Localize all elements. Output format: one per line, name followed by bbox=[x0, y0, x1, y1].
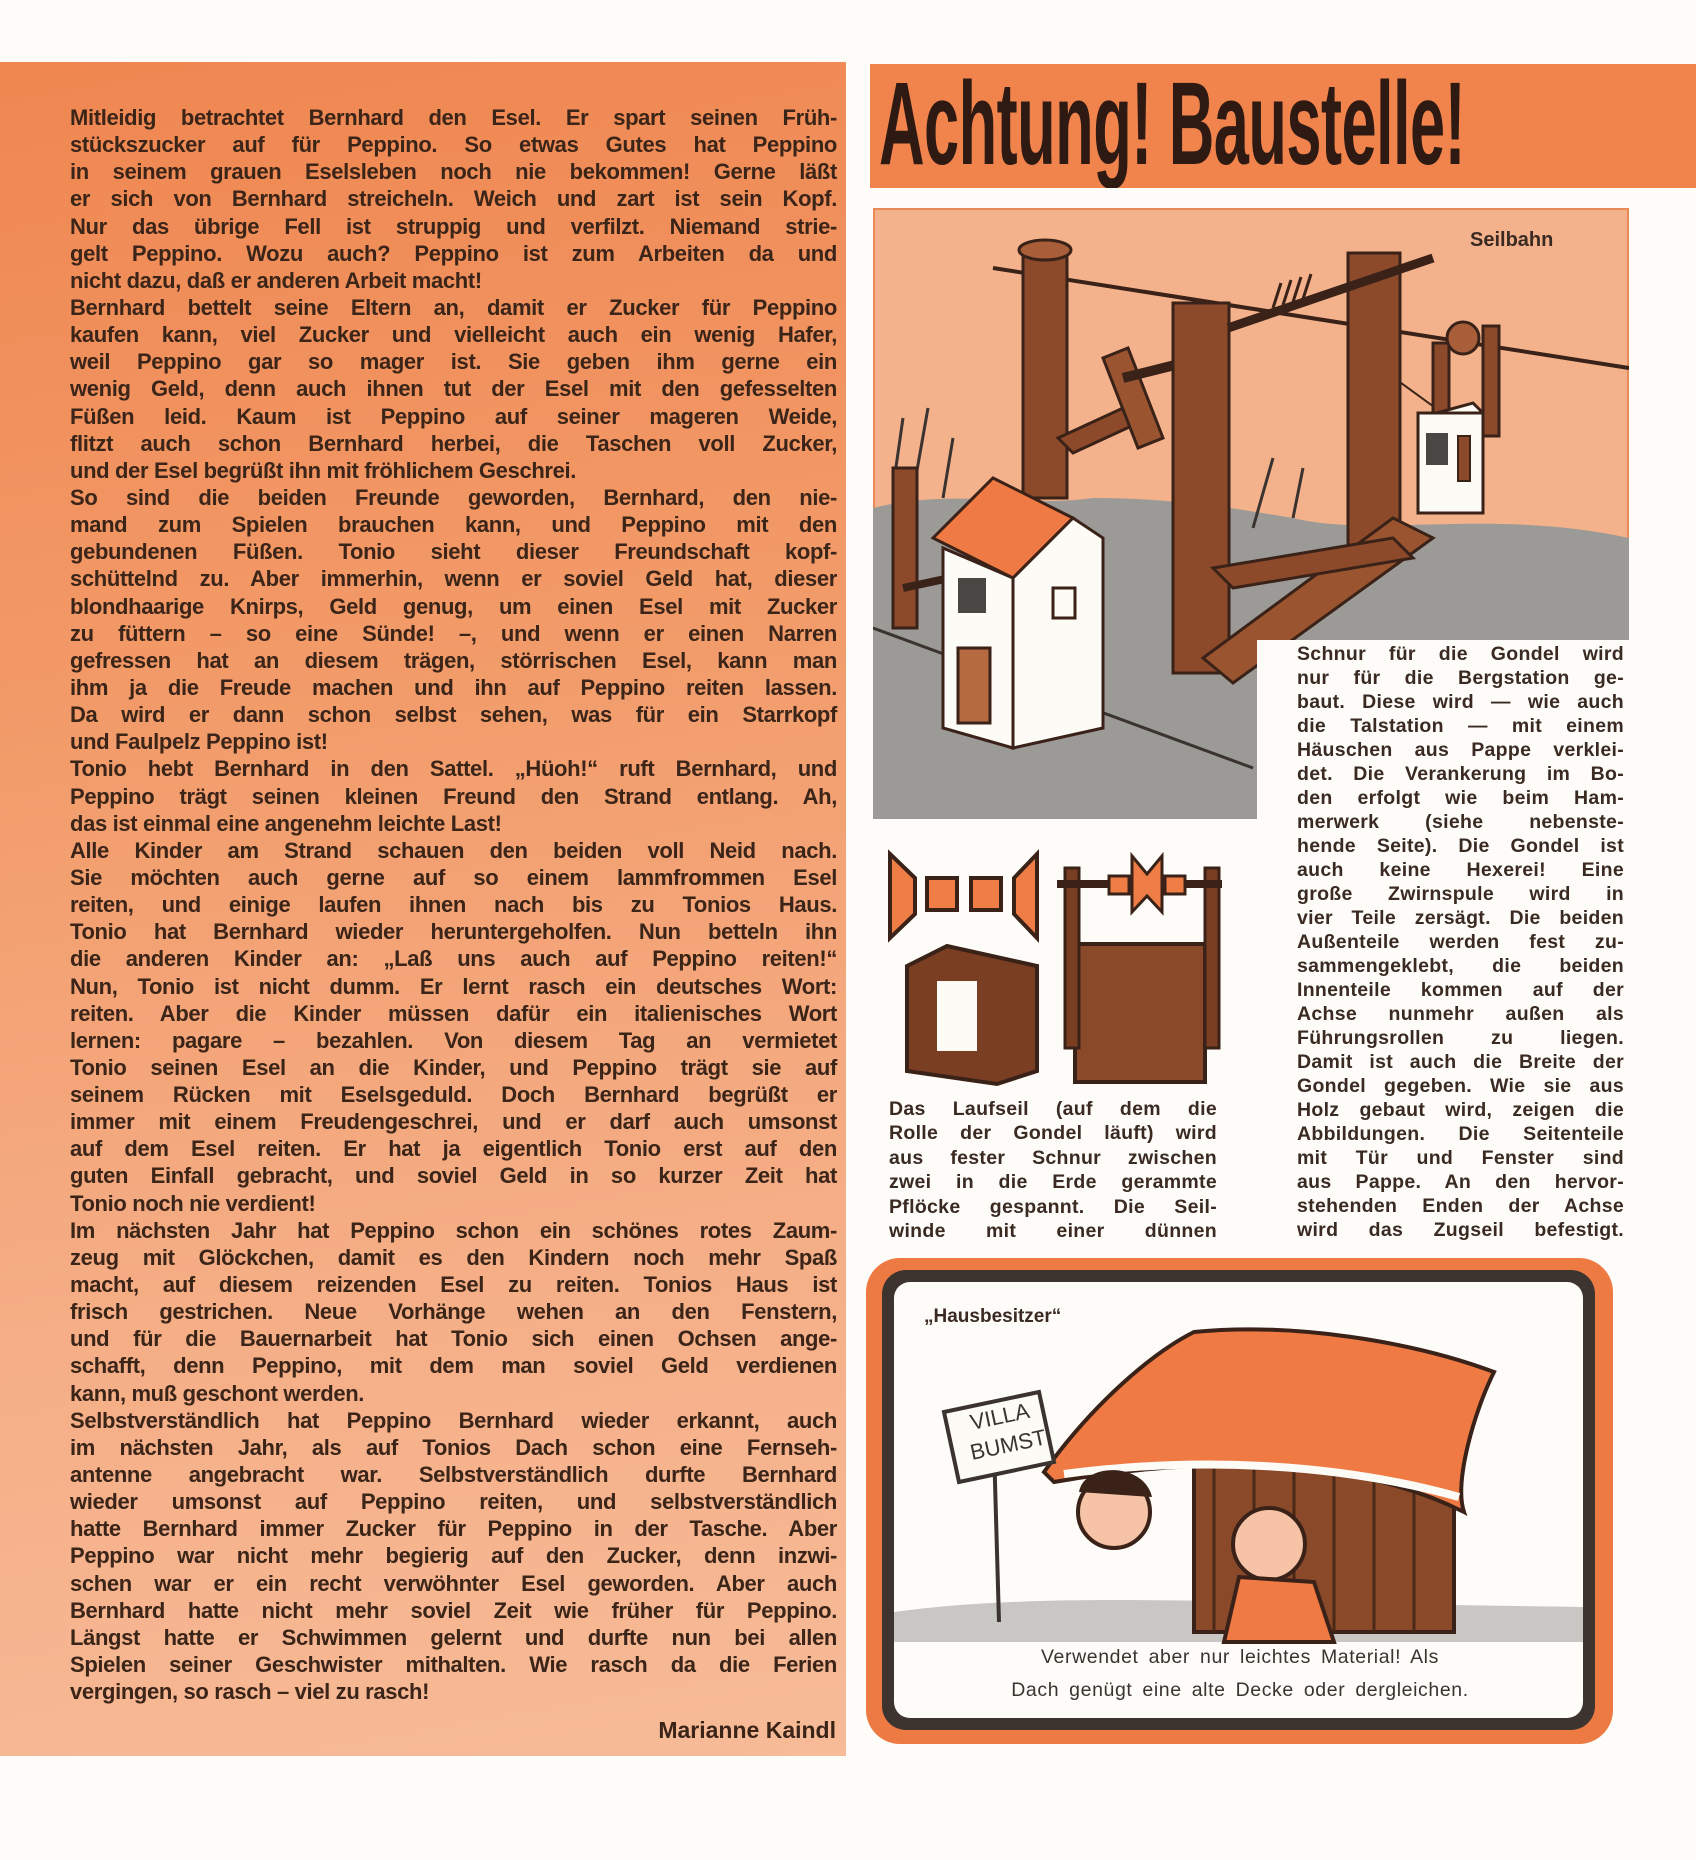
text-line: mand zum Spielen brauchen kann, und Peppino mit den bbox=[70, 512, 837, 538]
text-line: immer mit einem Freudengeschrei, und er darf auch umsonst bbox=[70, 1109, 837, 1135]
text-line: gebundenen Füßen. Tonio sieht dieser Freundschaft kopf- bbox=[70, 539, 837, 565]
text-line: Nun, Tonio ist nicht dumm. Er lernt rasch ein deutsches Wort: bbox=[70, 973, 837, 999]
text-line: schen war er ein recht verwöhnter Esel geworden. Aber auch bbox=[70, 1570, 837, 1596]
text-line: Das Laufseil (auf dem die bbox=[889, 1098, 1217, 1120]
text-line: Bernhard bettelt seine Eltern an, damit er Zucker für Peppino bbox=[70, 294, 837, 320]
text-line: Peppino war nicht mehr begierig auf den Zucker, denn inzwi- bbox=[70, 1543, 837, 1569]
text-line: reiten. Aber die Kinder müssen dafür ein italienisches Wort bbox=[70, 1000, 837, 1026]
text-line: zeug mit Glöckchen, damit es den Kindern noch mehr Spaß bbox=[70, 1244, 837, 1270]
text-line: er sich von Bernhard streicheln. Weich und zart ist sein Kopf. bbox=[70, 186, 837, 212]
text-line: stehenden Enden der Achse bbox=[1297, 1195, 1624, 1217]
text-line: sammengeklebt, die beiden bbox=[1297, 955, 1624, 977]
text-line: wenig Geld, denn auch ihnen tut der Esel mit den gefesselten bbox=[70, 376, 837, 402]
instructions-text bbox=[1297, 642, 1624, 1242]
text-line: blondhaarige Knirps, Geld genug, um einen Esel mit Zucker bbox=[70, 593, 837, 619]
text-line: Spielen seiner Geschwister mithalten. Wie rasch da die Ferien bbox=[70, 1652, 837, 1678]
gondel-illustration bbox=[887, 836, 1222, 1088]
text-line: aus fester Schnur zwischen bbox=[889, 1146, 1217, 1169]
text-line: Abbildungen. Die Seitenteile bbox=[1297, 1123, 1624, 1145]
text-line: Sie möchten auch gerne auf so einem lammfrommen Esel bbox=[70, 864, 837, 890]
text-line: wird das Zugseil befestigt. bbox=[1297, 1219, 1624, 1241]
article-title: Achtung! Baustelle! bbox=[879, 64, 1466, 188]
text-line: und Faulpelz Peppino ist! bbox=[70, 729, 328, 755]
text-line: So sind die beiden Freunde geworden, Bernhard, den nie- bbox=[70, 484, 837, 510]
text-line: Damit ist auch die Breite der bbox=[1297, 1051, 1624, 1073]
cartoon-caption-line-1: Verwendet aber nur leichtes Material! Als bbox=[1041, 1646, 1439, 1668]
cartoon-label: „Hausbesitzer“ bbox=[924, 1306, 1062, 1327]
story-paragraph bbox=[70, 484, 837, 755]
text-line: die Talstation — mit einem bbox=[1297, 715, 1624, 737]
text-line: das ist einmal eine angenehm leichte Last! bbox=[70, 810, 502, 836]
text-line: baut. Diese wird — wie auch bbox=[1297, 691, 1624, 713]
story-text bbox=[70, 104, 837, 1705]
text-line: Tonio hat Bernhard wieder heruntergeholfen. Nun betteln ihn bbox=[70, 919, 837, 945]
text-line: auch keine Hexerei! Eine bbox=[1297, 859, 1624, 881]
article-title-bar bbox=[870, 64, 1696, 188]
text-line: zu füttern – so eine Sünde! –, und wenn er einen Narren bbox=[70, 620, 837, 646]
text-line: Holz gebaut wird, zeigen die bbox=[1297, 1099, 1624, 1121]
text-line: macht, auf diesem reizenden Esel zu reiten. Tonios Haus ist bbox=[70, 1272, 837, 1298]
text-line: mit Tür und Fenster sind bbox=[1297, 1147, 1624, 1169]
text-line: gefressen hat an diesem trägen, störrischen Esel, kann man bbox=[70, 647, 837, 673]
text-line: und der Esel begrüßt ihn mit fröhlichem Geschrei. bbox=[70, 457, 577, 483]
text-line: ihm ja die Freude machen und ihn auf Peppino reiten lassen. bbox=[70, 674, 837, 700]
text-line: auf dem Esel reiten. Er hat ja eigentlich Tonio erst auf den bbox=[70, 1136, 837, 1162]
text-line: Gondel gegeben. Wie sie aus bbox=[1297, 1075, 1624, 1097]
text-line: guten Einfall gebracht, und soviel Geld in so kurzer Zeit hat bbox=[70, 1163, 837, 1189]
text-line: stückszucker auf für Peppino. So etwas Gutes hat Peppino bbox=[70, 132, 837, 158]
text-line: Tonio noch nie verdient! bbox=[70, 1190, 316, 1216]
text-line: schüttelnd zu. Aber immerhin, wenn er soviel Geld hat, dieser bbox=[70, 566, 837, 592]
text-line: Nur das übrige Fell ist struppig und verfilzt. Niemand strie- bbox=[70, 213, 837, 239]
text-line: Häuschen aus Pappe verklei- bbox=[1297, 739, 1624, 761]
story-paragraph bbox=[70, 1217, 837, 1407]
story-author: Marianne Kaindl bbox=[658, 1717, 836, 1743]
text-line: weil Peppino gar so mager ist. Sie geben ihm gerne ein bbox=[70, 349, 837, 375]
sign-text-bumst: BUMST bbox=[967, 1424, 1049, 1465]
text-line: lernen: pagare – bezahlen. Von diesem Tag an vermietet bbox=[70, 1027, 837, 1053]
text-line: antenne angebracht war. Selbstverständlich durfte Bernhard bbox=[70, 1462, 837, 1488]
text-line: Führungsrollen zu liegen. bbox=[1297, 1027, 1624, 1049]
seilbahn-label: Seilbahn bbox=[1470, 229, 1554, 251]
hausbesitzer-cartoon bbox=[866, 1258, 1613, 1744]
text-line: Rolle der Gondel läuft) wird bbox=[889, 1122, 1217, 1145]
text-line: Selbstverständlich hat Peppino Bernhard wieder erkannt, auch bbox=[70, 1407, 837, 1433]
text-line: die anderen Kinder an: „Laß uns auch auf Peppino reiten!“ bbox=[70, 946, 837, 972]
text-line: winde mit einer dünnen bbox=[889, 1219, 1217, 1242]
text-line: Tonio seinen Esel an die Kinder, und Peppino trägt sie auf bbox=[70, 1054, 837, 1080]
text-line: Alle Kinder am Strand schauen den beiden voll Neid nach. bbox=[70, 837, 837, 863]
story-paragraph bbox=[70, 837, 837, 1217]
text-line: Da wird er dann schon selbst sehen, was für ein Starrkopf bbox=[70, 702, 837, 728]
text-line: reiten, und einige laufen ihnen nach bis zu Tonios Haus. bbox=[70, 892, 837, 918]
text-line: Längst hatte er Schwimmen gelernt und durfte nun bei allen bbox=[70, 1624, 837, 1650]
text-line: wieder umsonst auf Peppino reiten, und selbstverständlich bbox=[70, 1489, 837, 1515]
text-line: Schnur für die Gondel wird bbox=[1297, 643, 1624, 665]
text-line: Tonio hebt Bernhard in den Sattel. „Hüoh!“ ruft Bernhard, und bbox=[70, 756, 837, 782]
text-line: hatte Bernhard immer Zucker für Peppino in der Tasche. Aber bbox=[70, 1516, 837, 1542]
text-line: große Zwirnspule wird in bbox=[1297, 883, 1624, 905]
text-line: seinem Rücken mit Eselsgeduld. Doch Bernhard begrüßt er bbox=[70, 1082, 837, 1108]
text-line: Innenteile kommen auf der bbox=[1297, 979, 1624, 1001]
text-line: Füßen leid. Kaum ist Peppino auf seiner mageren Weide, bbox=[70, 403, 837, 429]
text-line: und für die Bauernarbeit hat Tonio sich einen Ochsen ange- bbox=[70, 1326, 837, 1352]
text-line: vergingen, so rasch – viel zu rasch! bbox=[70, 1679, 430, 1705]
text-line: kaufen kann, viel Zucker und vielleicht auch ein wenig Hafer, bbox=[70, 322, 837, 348]
sign-text-villa: VILLA bbox=[967, 1397, 1032, 1435]
text-line: flitzt auch schon Bernhard herbei, die Taschen voll Zucker, bbox=[70, 430, 837, 456]
story-paragraph bbox=[70, 294, 837, 484]
text-line: zwei in die Erde gerammte bbox=[889, 1171, 1217, 1194]
text-line: Im nächsten Jahr hat Peppino schon ein schönes rotes Zaum- bbox=[70, 1217, 837, 1243]
story-paragraph bbox=[70, 104, 837, 294]
text-line: Bernhard hatte nicht mehr soviel Zeit wie früher für Peppino. bbox=[70, 1597, 837, 1623]
text-line: aus Pappe. An den hervor- bbox=[1297, 1171, 1624, 1193]
cartoon-caption-line-2: Dach genügt eine alte Decke oder dergleichen. bbox=[1011, 1679, 1469, 1701]
text-line: Achse nunmehr außen als bbox=[1297, 1003, 1624, 1025]
text-line: Peppino trägt seinen kleinen Freund den Strand entlang. Ah, bbox=[70, 783, 837, 809]
text-line: in seinem grauen Eselsleben noch nie bekommen! Gerne läßt bbox=[70, 159, 837, 185]
story-paragraph bbox=[70, 1407, 837, 1706]
text-line: hende Seite). Die Gondel ist bbox=[1297, 835, 1624, 857]
text-line: gelt Peppino. Wozu auch? Peppino ist zum Arbeiten da und bbox=[70, 240, 837, 266]
text-line: merwerk (siehe nebenste- bbox=[1297, 811, 1624, 833]
text-line: schafft, denn Peppino, mit dem man soviel Geld verdienen bbox=[70, 1353, 837, 1379]
text-line: kann, muß geschont werden. bbox=[70, 1380, 365, 1406]
text-line: vier Teile zersägt. Die beiden bbox=[1297, 907, 1624, 929]
text-line: nicht dazu, daß er anderen Arbeit macht! bbox=[70, 267, 482, 293]
text-line: Mitleidig betrachtet Bernhard den Esel. Er spart seinen Früh- bbox=[70, 105, 837, 130]
story-paragraph bbox=[70, 755, 837, 836]
text-line: im nächsten Jahr, als auf Tonios Dach schon eine Fernseh- bbox=[70, 1434, 837, 1460]
text-line: det. Die Verankerung im Bo- bbox=[1297, 763, 1624, 785]
text-line: Pflöcke gespannt. Die Seil- bbox=[889, 1195, 1217, 1218]
text-line: den erfolgt wie beim Ham- bbox=[1297, 787, 1624, 809]
text-line: nur für die Bergstation ge- bbox=[1297, 667, 1624, 689]
text-line: Außenteile werden fest zu- bbox=[1297, 931, 1624, 953]
laufseil-caption bbox=[889, 1097, 1217, 1243]
text-line: frisch gestrichen. Neue Vorhänge wehen an den Fenstern, bbox=[70, 1299, 837, 1325]
